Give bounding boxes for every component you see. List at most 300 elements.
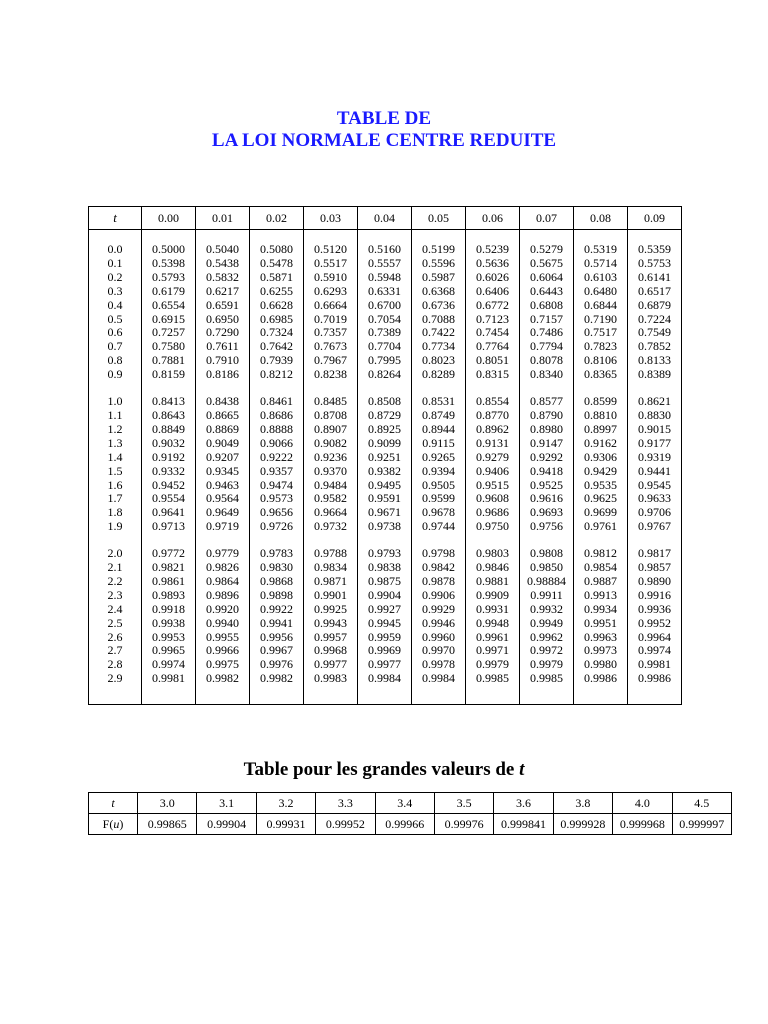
- table-cell: 0.9463: [206, 477, 239, 492]
- table-cell: 0.7088: [422, 311, 455, 326]
- table-cell: 0.9599: [422, 491, 455, 506]
- table-cell: 0.9756: [530, 519, 563, 534]
- table-cell: 0.6915: [152, 311, 185, 326]
- value-group: [466, 547, 519, 686]
- table-cell: 0.8790: [530, 407, 563, 422]
- large-f-cell: 0.99952: [316, 814, 375, 835]
- table-cell: 0.5319: [584, 242, 617, 256]
- table-cell: 0.9973: [584, 643, 617, 658]
- large-f-cell: 0.999997: [672, 814, 731, 835]
- table-cell: 0.9979: [530, 657, 563, 672]
- column-header: 0.02: [250, 207, 304, 230]
- table-cell: 0.9968: [314, 643, 347, 658]
- t-value: 2.5: [107, 615, 123, 630]
- table-cell: 0.9896: [206, 587, 239, 602]
- table-cell: 0.9946: [422, 615, 455, 630]
- table-cell: 0.9857: [638, 560, 671, 575]
- table-cell: 0.5160: [368, 242, 401, 256]
- t-value: 2.6: [107, 629, 123, 644]
- table-cell: 0.9964: [638, 629, 671, 644]
- table-cell: 0.9779: [206, 546, 239, 561]
- title-line-1: TABLE DE: [336, 108, 432, 129]
- table-cell: 0.8508: [368, 394, 401, 409]
- t-group: [89, 395, 141, 534]
- table-cell: 0.6406: [476, 283, 509, 298]
- table-cell: 0.6808: [530, 297, 563, 312]
- table-cell: 0.8051: [476, 353, 509, 368]
- table-cell: 0.6331: [368, 283, 401, 298]
- table-cell: 0.6368: [422, 283, 455, 298]
- table-cell: 0.8962: [476, 421, 509, 436]
- table-cell: 0.8413: [152, 394, 185, 409]
- table-cell: 0.9732: [314, 519, 347, 534]
- table-cell: 0.7486: [530, 325, 563, 340]
- table-cell: 0.6179: [152, 283, 185, 298]
- t-value: 1.6: [107, 477, 123, 492]
- table-cell: 0.9918: [152, 601, 185, 616]
- table-cell: 0.7454: [476, 325, 509, 340]
- table-cell: 0.6772: [476, 297, 509, 312]
- table-cell: 0.9564: [206, 491, 239, 506]
- column-header-row: [89, 207, 682, 230]
- table-cell: 0.9913: [584, 587, 617, 602]
- table-cell: 0.9904: [368, 587, 401, 602]
- table-cell: 0.9925: [314, 601, 347, 616]
- table-cell: 0.9332: [152, 463, 185, 478]
- table-cell: 0.6443: [530, 283, 563, 298]
- table-cell: 0.6064: [530, 269, 563, 284]
- value-group: [466, 395, 519, 534]
- large-t-cell: 3.5: [434, 793, 493, 814]
- t-values-column: [89, 230, 142, 705]
- table-cell: 0.9979: [476, 657, 509, 672]
- values-column: [142, 230, 196, 705]
- large-f-cell: 0.99904: [197, 814, 256, 835]
- value-group: [304, 243, 357, 382]
- large-t-cell: 3.8: [553, 793, 612, 814]
- table-cell: 0.9573: [260, 491, 293, 506]
- table-cell: 0.8023: [422, 353, 455, 368]
- table-cell: 0.8849: [152, 421, 185, 436]
- table-cell: 0.5199: [422, 242, 455, 256]
- value-group: [574, 547, 627, 686]
- table-cell: 0.8212: [260, 367, 293, 382]
- table-cell: 0.5675: [530, 255, 563, 270]
- t-value: 1.2: [107, 421, 123, 436]
- table-cell: 0.7995: [368, 353, 401, 368]
- table-cell: 0.9975: [206, 657, 239, 672]
- table-cell: 0.9938: [152, 615, 185, 630]
- t-value: 1.3: [107, 435, 123, 450]
- table-cell: 0.9981: [638, 657, 671, 672]
- table-body-row: [89, 230, 682, 705]
- table-cell: 0.6844: [584, 297, 617, 312]
- table-cell: 0.8485: [314, 394, 347, 409]
- t-value: 1.8: [107, 505, 123, 520]
- table-cell: 0.8810: [584, 407, 617, 422]
- t-value: 0.4: [107, 297, 123, 312]
- table-cell: 0.9545: [638, 477, 671, 492]
- values-column: [358, 230, 412, 705]
- t-value: 2.9: [107, 671, 123, 686]
- table-cell: 0.9920: [206, 601, 239, 616]
- table-cell: 0.9875: [368, 573, 401, 588]
- table-cell: 0.8729: [368, 407, 401, 422]
- table-cell: 0.9686: [476, 505, 509, 520]
- table-cell: 0.8159: [152, 367, 185, 382]
- table-cell: 0.5438: [206, 255, 239, 270]
- table-cell: 0.9441: [638, 463, 671, 478]
- table-cell: 0.9750: [476, 519, 509, 534]
- table-cell: 0.9945: [368, 615, 401, 630]
- table-cell: 0.9890: [638, 573, 671, 588]
- table-cell: 0.5793: [152, 269, 185, 284]
- table-cell: 0.9821: [152, 560, 185, 575]
- value-group: [628, 395, 681, 534]
- table-cell: 0.9788: [314, 546, 347, 561]
- table-cell: 0.9265: [422, 449, 455, 464]
- large-t-cell: 3.6: [494, 793, 553, 814]
- table-cell: 0.9192: [152, 449, 185, 464]
- table-cell: 0.9955: [206, 629, 239, 644]
- table-cell: 0.9830: [260, 560, 293, 575]
- table-cell: 0.9693: [530, 505, 563, 520]
- table-cell: 0.9868: [260, 573, 293, 588]
- large-f-cell: 0.99976: [434, 814, 493, 835]
- value-group: [412, 547, 465, 686]
- table-cell: 0.9783: [260, 546, 293, 561]
- table-cell: 0.9971: [476, 643, 509, 658]
- t-value: 2.4: [107, 601, 123, 616]
- table-cell: 0.7517: [584, 325, 617, 340]
- table-cell: 0.8340: [530, 367, 563, 382]
- large-f-cell: 0.99966: [375, 814, 434, 835]
- table-cell: 0.9986: [638, 671, 671, 686]
- table-cell: 0.9591: [368, 491, 401, 506]
- t-value: 0.0: [107, 242, 123, 256]
- column-header: 0.04: [358, 207, 412, 230]
- table-cell: 0.9957: [314, 629, 347, 644]
- table-cell: 0.9893: [152, 587, 185, 602]
- table-cell: 0.9962: [530, 629, 563, 644]
- table-cell: 0.9641: [152, 505, 185, 520]
- table-cell: 0.9956: [260, 629, 293, 644]
- table-cell: 0.9147: [530, 435, 563, 450]
- table-cell: 0.9633: [638, 491, 671, 506]
- table-cell: 0.7881: [152, 353, 185, 368]
- table-cell: 0.9861: [152, 573, 185, 588]
- table-cell: 0.5753: [638, 255, 671, 270]
- value-group: [196, 547, 249, 686]
- value-group: [412, 243, 465, 382]
- values-column: [412, 230, 466, 705]
- table-cell: 0.9984: [368, 671, 401, 686]
- table-cell: 0.5910: [314, 269, 347, 284]
- large-values-table: [88, 792, 732, 835]
- table-cell: 0.7290: [206, 325, 239, 340]
- table-cell: 0.9761: [584, 519, 617, 534]
- table-cell: 0.6700: [368, 297, 401, 312]
- t-value: 1.0: [107, 394, 123, 409]
- table-cell: 0.9649: [206, 505, 239, 520]
- table-cell: 0.5832: [206, 269, 239, 284]
- table-cell: 0.5398: [152, 255, 185, 270]
- large-t-cell: 3.2: [256, 793, 315, 814]
- table-cell: 0.9319: [638, 449, 671, 464]
- table-cell: 0.8643: [152, 407, 185, 422]
- large-values-title-text: Table pour les grandes valeurs de: [243, 759, 520, 780]
- value-group: [520, 395, 573, 534]
- t-group: [89, 243, 141, 382]
- table-cell: 0.9974: [152, 657, 185, 672]
- value-group: [196, 243, 249, 382]
- table-cell: 0.9357: [260, 463, 293, 478]
- table-cell: 0.8980: [530, 421, 563, 436]
- table-cell: 0.5596: [422, 255, 455, 270]
- table-cell: 0.5987: [422, 269, 455, 284]
- table-cell: 0.5714: [584, 255, 617, 270]
- table-cell: 0.9370: [314, 463, 347, 478]
- table-cell: 0.5636: [476, 255, 509, 270]
- table-cell: 0.9871: [314, 573, 347, 588]
- table-cell: 0.9887: [584, 573, 617, 588]
- table-cell: 0.9978: [422, 657, 455, 672]
- column-header: 0.09: [628, 207, 682, 230]
- f-label-suffix: ): [119, 816, 124, 831]
- table-cell: 0.9982: [260, 671, 293, 686]
- table-cell: 0.8665: [206, 407, 239, 422]
- table-cell: 0.9941: [260, 615, 293, 630]
- table-cell: 0.8599: [584, 394, 617, 409]
- large-t-cell: 4.0: [613, 793, 672, 814]
- table-cell: 0.7673: [314, 339, 347, 354]
- table-cell: 0.8621: [638, 394, 671, 409]
- t-value: 1.7: [107, 491, 123, 506]
- table-cell: 0.6879: [638, 297, 671, 312]
- table-cell: 0.9793: [368, 546, 401, 561]
- large-f-cell: 0.999841: [494, 814, 553, 835]
- table-cell: 0.9977: [368, 657, 401, 672]
- value-group: [250, 395, 303, 534]
- table-cell: 0.5120: [314, 242, 347, 256]
- table-cell: 0.9803: [476, 546, 509, 561]
- t-value: 0.5: [107, 311, 123, 326]
- t-group: [89, 547, 141, 686]
- large-f-cell: 0.999968: [613, 814, 672, 835]
- large-t-cell: 3.3: [316, 793, 375, 814]
- table-cell: 0.7157: [530, 311, 563, 326]
- table-cell: 0.9582: [314, 491, 347, 506]
- values-column: [466, 230, 520, 705]
- table-cell: 0.9706: [638, 505, 671, 520]
- table-cell: 0.5478: [260, 255, 293, 270]
- table-cell: 0.9817: [638, 546, 671, 561]
- values-column: [520, 230, 574, 705]
- table-cell: 0.8830: [638, 407, 671, 422]
- table-cell: 0.9719: [206, 519, 239, 534]
- table-cell: 0.9963: [584, 629, 617, 644]
- table-cell: 0.7704: [368, 339, 401, 354]
- table-cell: 0.7794: [530, 339, 563, 354]
- table-cell: 0.7764: [476, 339, 509, 354]
- table-cell: 0.9974: [638, 643, 671, 658]
- t-value: 0.3: [107, 283, 123, 298]
- table-cell: 0.9850: [530, 560, 563, 575]
- f-label-prefix: F(: [102, 816, 114, 831]
- table-cell: 0.9406: [476, 463, 509, 478]
- table-cell: 0.8997: [584, 421, 617, 436]
- value-group: [142, 395, 195, 534]
- table-cell: 0.9608: [476, 491, 509, 506]
- table-cell: 0.9981: [152, 671, 185, 686]
- column-header: 0.01: [196, 207, 250, 230]
- table-cell: 0.6103: [584, 269, 617, 284]
- t-value: 1.4: [107, 449, 123, 464]
- table-cell: 0.7967: [314, 353, 347, 368]
- table-cell: 0.9418: [530, 463, 563, 478]
- table-cell: 0.7389: [368, 325, 401, 340]
- table-cell: 0.6026: [476, 269, 509, 284]
- t-value: 0.9: [107, 367, 123, 382]
- table-cell: 0.9927: [368, 601, 401, 616]
- table-cell: 0.9049: [206, 435, 239, 450]
- table-cell: 0.9554: [152, 491, 185, 506]
- table-cell: 0.9515: [476, 477, 509, 492]
- table-cell: 0.6217: [206, 283, 239, 298]
- t-value: 2.3: [107, 587, 123, 602]
- values-column: [304, 230, 358, 705]
- large-f-cell: 0.99931: [256, 814, 315, 835]
- table-cell: 0.9972: [530, 643, 563, 658]
- table-cell: 0.9177: [638, 435, 671, 450]
- table-cell: 0.9967: [260, 643, 293, 658]
- table-cell: 0.9452: [152, 477, 185, 492]
- table-cell: 0.9881: [476, 573, 509, 588]
- table-cell: 0.9699: [584, 505, 617, 520]
- table-cell: 0.7257: [152, 325, 185, 340]
- table-cell: 0.9812: [584, 546, 617, 561]
- value-group: [358, 547, 411, 686]
- table-cell: 0.9909: [476, 587, 509, 602]
- table-cell: 0.5557: [368, 255, 401, 270]
- table-cell: 0.98884: [527, 573, 566, 588]
- table-cell: 0.8925: [368, 421, 401, 436]
- table-cell: 0.9948: [476, 615, 509, 630]
- table-cell: 0.9713: [152, 519, 185, 534]
- table-cell: 0.5239: [476, 242, 509, 256]
- table-cell: 0.6255: [260, 283, 293, 298]
- table-cell: 0.9943: [314, 615, 347, 630]
- table-cell: 0.9671: [368, 505, 401, 520]
- table-cell: 0.9936: [638, 601, 671, 616]
- t-value: 0.6: [107, 325, 123, 340]
- value-group: [520, 547, 573, 686]
- document-title: [0, 108, 768, 152]
- table-cell: 0.9878: [422, 573, 455, 588]
- table-cell: 0.9826: [206, 560, 239, 575]
- value-group: [304, 547, 357, 686]
- table-cell: 0.9985: [530, 671, 563, 686]
- table-cell: 0.9032: [152, 435, 185, 450]
- table-cell: 0.9279: [476, 449, 509, 464]
- table-cell: 0.9306: [584, 449, 617, 464]
- table-cell: 0.9798: [422, 546, 455, 561]
- table-cell: 0.8577: [530, 394, 563, 409]
- table-cell: 0.9382: [368, 463, 401, 478]
- table-cell: 0.9965: [152, 643, 185, 658]
- table-cell: 0.9864: [206, 573, 239, 588]
- table-cell: 0.9394: [422, 463, 455, 478]
- t-value: 2.1: [107, 560, 123, 575]
- value-group: [520, 243, 573, 382]
- table-cell: 0.9952: [638, 615, 671, 630]
- table-cell: 0.8554: [476, 394, 509, 409]
- table-cell: 0.9922: [260, 601, 293, 616]
- table-cell: 0.5871: [260, 269, 293, 284]
- value-group: [250, 547, 303, 686]
- table-cell: 0.9916: [638, 587, 671, 602]
- value-group: [412, 395, 465, 534]
- table-cell: 0.9846: [476, 560, 509, 575]
- table-cell: 0.5080: [260, 242, 293, 256]
- table-cell: 0.6591: [206, 297, 239, 312]
- table-cell: 0.9474: [260, 477, 293, 492]
- table-cell: 0.8686: [260, 407, 293, 422]
- large-f-label: [89, 814, 138, 835]
- table-cell: 0.9929: [422, 601, 455, 616]
- table-cell: 0.9525: [530, 477, 563, 492]
- table-cell: 0.9808: [530, 546, 563, 561]
- table-cell: 0.9931: [476, 601, 509, 616]
- table-cell: 0.9345: [206, 463, 239, 478]
- table-cell: 0.8708: [314, 407, 347, 422]
- table-cell: 0.8264: [368, 367, 401, 382]
- title-line-2: LA LOI NORMALE CENTRE REDUITE: [211, 130, 557, 151]
- value-group: [250, 243, 303, 382]
- table-cell: 0.9251: [368, 449, 401, 464]
- table-cell: 0.7549: [638, 325, 671, 340]
- table-cell: 0.9953: [152, 629, 185, 644]
- value-group: [142, 547, 195, 686]
- t-value: 0.7: [107, 339, 123, 354]
- table-cell: 0.7224: [638, 311, 671, 326]
- large-t-row: [89, 793, 732, 814]
- table-cell: 0.6554: [152, 297, 185, 312]
- table-cell: 0.8749: [422, 407, 455, 422]
- t-value: 1.1: [107, 407, 123, 422]
- table-cell: 0.9505: [422, 477, 455, 492]
- table-cell: 0.7054: [368, 311, 401, 326]
- values-column: [574, 230, 628, 705]
- table-cell: 0.7422: [422, 325, 455, 340]
- value-group: [628, 243, 681, 382]
- table-cell: 0.9970: [422, 643, 455, 658]
- table-cell: 0.8365: [584, 367, 617, 382]
- table-cell: 0.9969: [368, 643, 401, 658]
- table-cell: 0.8106: [584, 353, 617, 368]
- table-cell: 0.9949: [530, 615, 563, 630]
- table-cell: 0.7357: [314, 325, 347, 340]
- table-cell: 0.9131: [476, 435, 509, 450]
- table-cell: 0.9959: [368, 629, 401, 644]
- value-group: [574, 395, 627, 534]
- large-t-cell: 4.5: [672, 793, 731, 814]
- table-cell: 0.8888: [260, 421, 293, 436]
- table-cell: 0.9951: [584, 615, 617, 630]
- table-cell: 0.5279: [530, 242, 563, 256]
- table-cell: 0.9976: [260, 657, 293, 672]
- table-cell: 0.9656: [260, 505, 293, 520]
